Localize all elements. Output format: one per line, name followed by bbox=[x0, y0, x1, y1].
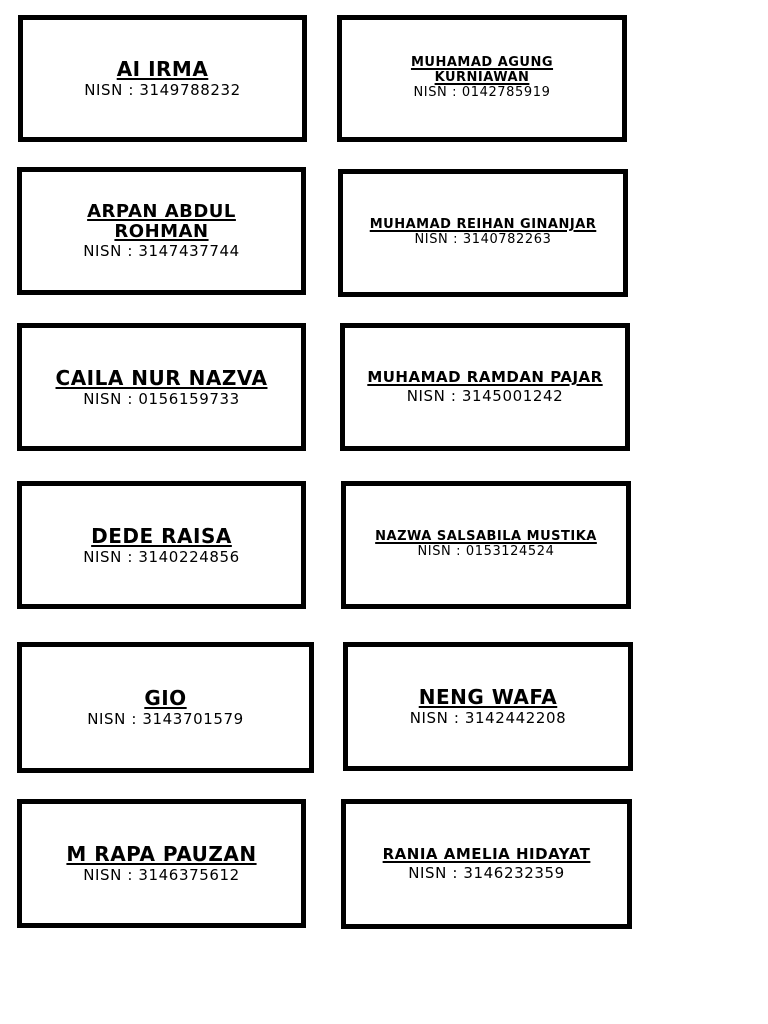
student-name: DEDE RAISA bbox=[91, 523, 232, 548]
student-name: M RAPA PAUZAN bbox=[66, 842, 257, 866]
name-card-9 bbox=[17, 642, 314, 773]
student-name: NENG WAFA bbox=[418, 685, 558, 709]
student-name: CAILA NUR NAZVA bbox=[55, 365, 268, 390]
student-nisn: NISN : 3149788232 bbox=[84, 81, 241, 99]
student-name: MUHAMAD RAMDAN PAJAR bbox=[367, 368, 603, 387]
student-nisn: NISN : 0142785919 bbox=[413, 85, 551, 100]
name-card-2 bbox=[337, 15, 627, 142]
name-card-3 bbox=[17, 167, 306, 295]
student-nisn: NISN : 3147437744 bbox=[83, 242, 240, 261]
name-card-1 bbox=[18, 15, 307, 142]
name-card-5 bbox=[17, 323, 306, 451]
student-name: RANIA AMELIA HIDAYAT bbox=[382, 845, 591, 864]
student-nisn: NISN : 3146375612 bbox=[83, 866, 240, 884]
student-nisn: NISN : 3142442208 bbox=[409, 709, 567, 727]
student-name: MUHAMAD AGUNG KURNIAWAN bbox=[410, 55, 554, 85]
student-name: MUHAMAD REIHAN GINANJAR bbox=[369, 217, 597, 233]
student-name: NAZWA SALSABILA MUSTIKA bbox=[375, 529, 597, 545]
student-name: GIO bbox=[144, 686, 187, 710]
name-card-8 bbox=[341, 481, 631, 609]
name-card-7 bbox=[17, 481, 306, 609]
student-nisn: NISN : 3145001242 bbox=[406, 386, 564, 405]
name-card-11 bbox=[17, 799, 306, 928]
student-nisn: NISN : 0156159733 bbox=[83, 389, 240, 408]
name-card-12 bbox=[341, 799, 632, 929]
student-nisn: NISN : 0153124524 bbox=[417, 544, 555, 560]
student-nisn: NISN : 3140782263 bbox=[414, 232, 552, 248]
student-name: AI IRMA bbox=[116, 57, 209, 81]
name-card-10 bbox=[343, 642, 633, 771]
name-card-6 bbox=[340, 323, 630, 451]
student-name: ARPAN ABDUL ROHMAN bbox=[87, 200, 236, 242]
student-nisn: NISN : 3140224856 bbox=[83, 547, 240, 566]
student-nisn: NISN : 3146232359 bbox=[408, 863, 565, 882]
student-nisn: NISN : 3143701579 bbox=[87, 710, 244, 728]
name-card-4 bbox=[338, 169, 628, 297]
